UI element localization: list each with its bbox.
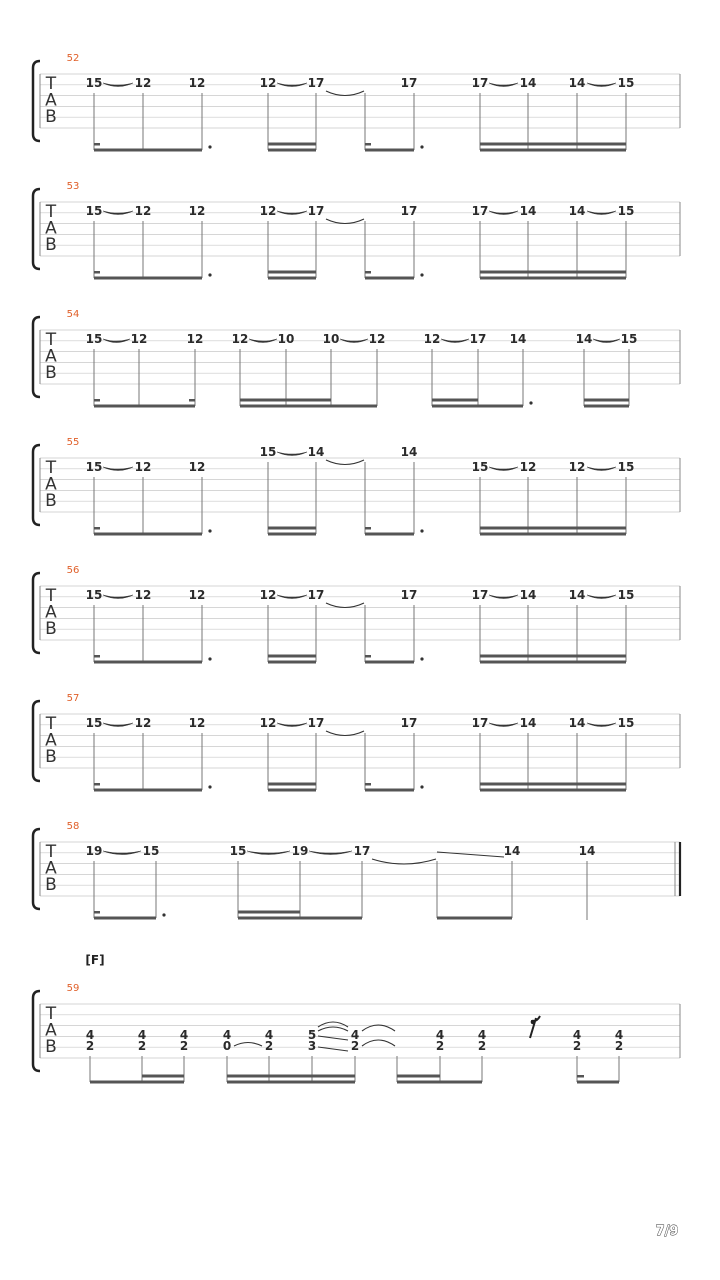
fret-number: 12 — [231, 332, 249, 346]
slur — [326, 731, 364, 736]
fret-number: 15 — [85, 76, 103, 90]
beam-hook — [94, 527, 100, 530]
fret-number: 15 — [229, 844, 247, 858]
measure-number: 58 — [66, 821, 80, 832]
dot — [208, 657, 211, 660]
fret-number: 12 — [134, 460, 152, 474]
tab-clef-letter: T — [45, 202, 57, 222]
fret-number: 14 — [509, 332, 527, 346]
tab-clef-letter: A — [45, 346, 57, 367]
fret-number: 14 — [519, 204, 537, 218]
fret-number: 14 — [568, 716, 586, 730]
tab-system — [33, 53, 680, 150]
fret-number: 12 — [186, 332, 204, 346]
tab-clef-letter: A — [45, 1020, 57, 1041]
fret-number: 12 — [188, 76, 206, 90]
tab-clef-letter: B — [45, 107, 57, 127]
fret-number: 12 — [368, 332, 386, 346]
tab-system — [33, 821, 680, 920]
fret-number: 12 — [134, 76, 152, 90]
system-bracket — [33, 701, 40, 781]
system-bracket — [33, 573, 40, 653]
fret-number: 2 — [264, 1039, 274, 1053]
fret-number: 12 — [259, 588, 277, 602]
fret-number: 14 — [400, 445, 418, 459]
measure-number: 52 — [66, 53, 80, 64]
slur — [326, 460, 364, 465]
measure-number: 56 — [66, 565, 80, 576]
fret-number: 15 — [617, 204, 635, 218]
slur — [234, 1043, 262, 1047]
beam-hook — [94, 655, 100, 658]
fret-number: 4 — [179, 1028, 189, 1042]
slur — [326, 603, 364, 608]
beam-hook — [365, 527, 371, 530]
dot — [420, 529, 423, 532]
fret-number: 17 — [400, 76, 418, 90]
fret-number: 15 — [471, 460, 489, 474]
slur — [318, 1027, 348, 1031]
eighth-rest — [530, 1016, 540, 1038]
fret-number: 17 — [307, 716, 325, 730]
fret-number: 15 — [617, 76, 635, 90]
fret-number: 2 — [435, 1039, 445, 1053]
tab-clef-letter: T — [45, 1004, 57, 1024]
fret-number: 17 — [400, 204, 418, 218]
fret-number: 17 — [307, 204, 325, 218]
tab-system — [33, 437, 680, 534]
fret-number: 14 — [503, 844, 521, 858]
slur — [318, 1022, 348, 1027]
fret-number: 2 — [137, 1039, 147, 1053]
fret-number: 12 — [188, 204, 206, 218]
measure-number: 55 — [66, 437, 80, 448]
slur — [362, 1040, 395, 1046]
fret-number: 2 — [477, 1039, 487, 1053]
fret-number: 17 — [469, 332, 487, 346]
dot — [420, 785, 423, 788]
tab-clef-letter: T — [45, 74, 57, 94]
tab-clef-letter: A — [45, 218, 57, 239]
beam-hook — [94, 271, 100, 274]
fret-number: 12 — [519, 460, 537, 474]
fret-number: 17 — [307, 588, 325, 602]
rest-dot — [531, 1020, 536, 1025]
dot — [208, 273, 211, 276]
fret-number: 2 — [572, 1039, 582, 1053]
fret-number: 15 — [142, 844, 160, 858]
fret-number: 14 — [568, 204, 586, 218]
fret-number: 17 — [400, 716, 418, 730]
system-bracket — [33, 829, 40, 909]
fret-number: 14 — [575, 332, 593, 346]
fret-number: 15 — [85, 460, 103, 474]
fret-number: 15 — [85, 332, 103, 346]
slur — [326, 91, 364, 96]
beam-hook — [189, 399, 195, 402]
fret-number: 12 — [134, 588, 152, 602]
fret-number: 0 — [222, 1039, 232, 1053]
fret-number: 17 — [307, 76, 325, 90]
dot — [420, 145, 423, 148]
tab-clef-letter: T — [45, 842, 57, 862]
fret-number: 10 — [277, 332, 295, 346]
fret-number: 12 — [188, 460, 206, 474]
fret-number: 4 — [350, 1028, 360, 1042]
fret-number: 14 — [519, 588, 537, 602]
fret-number: 17 — [471, 204, 489, 218]
tab-clef-letter: B — [45, 619, 57, 639]
slur — [326, 219, 364, 224]
fret-number: 12 — [188, 716, 206, 730]
tab-clef-letter: B — [45, 875, 57, 895]
fret-number: 15 — [617, 460, 635, 474]
fret-number: 12 — [259, 204, 277, 218]
tab-system — [33, 565, 680, 662]
system-bracket — [33, 991, 40, 1071]
fret-number: 15 — [259, 445, 277, 459]
fret-number: 3 — [307, 1039, 317, 1053]
fret-number: 17 — [400, 588, 418, 602]
fret-number: 12 — [134, 204, 152, 218]
tab-system — [33, 181, 680, 278]
dot — [162, 913, 165, 916]
fret-number: 19 — [85, 844, 103, 858]
fret-number: 12 — [130, 332, 148, 346]
fret-number: 15 — [617, 588, 635, 602]
fret-number: 15 — [85, 204, 103, 218]
fret-number: 12 — [259, 716, 277, 730]
fret-number: 17 — [353, 844, 371, 858]
dot — [208, 145, 211, 148]
fret-number: 2 — [350, 1039, 360, 1053]
tab-clef-letter: B — [45, 747, 57, 767]
tab-clef-letter: T — [45, 330, 57, 350]
fret-number: 17 — [471, 588, 489, 602]
beam-hook — [94, 399, 100, 402]
tab-clef-letter: T — [45, 586, 57, 606]
fret-number: 14 — [519, 716, 537, 730]
beam-hook — [365, 783, 371, 786]
dot — [420, 273, 423, 276]
beam-hook — [365, 143, 371, 146]
measure-number: 59 — [66, 983, 80, 994]
tab-clef-letter: A — [45, 474, 57, 495]
fret-number: 15 — [85, 588, 103, 602]
fret-number: 12 — [134, 716, 152, 730]
tab-clef-letter: B — [45, 235, 57, 255]
beam-hook — [365, 655, 371, 658]
fret-number: 12 — [259, 76, 277, 90]
fret-number: 2 — [614, 1039, 624, 1053]
page-number: 7/9 — [655, 1224, 679, 1239]
system-bracket — [33, 445, 40, 525]
fret-number: 19 — [291, 844, 309, 858]
tab-clef-letter: T — [45, 714, 57, 734]
fret-number: 4 — [85, 1028, 95, 1042]
beam-hook — [577, 1075, 584, 1078]
fret-number: 2 — [179, 1039, 189, 1053]
dot — [420, 657, 423, 660]
beam-hook — [365, 271, 371, 274]
tab-system — [33, 309, 680, 406]
tie — [277, 452, 307, 456]
system-bracket — [33, 61, 40, 141]
fret-number: 4 — [572, 1028, 582, 1042]
tab-clef-letter: A — [45, 730, 57, 751]
fret-number: 17 — [471, 716, 489, 730]
fret-number: 12 — [568, 460, 586, 474]
dot — [208, 529, 211, 532]
tab-clef-letter: B — [45, 363, 57, 383]
fret-number: 14 — [307, 445, 325, 459]
tab-system — [33, 953, 680, 1082]
fret-number: 14 — [568, 588, 586, 602]
tab-clef-letter: A — [45, 90, 57, 111]
fret-number: 4 — [264, 1028, 274, 1042]
tab-clef-letter: A — [45, 602, 57, 623]
measure-number: 54 — [66, 309, 80, 320]
fret-number: 15 — [620, 332, 638, 346]
dot — [529, 401, 532, 404]
fret-number: 14 — [568, 76, 586, 90]
measure-number: 57 — [66, 693, 80, 704]
system-bracket — [33, 189, 40, 269]
fret-number: 4 — [477, 1028, 487, 1042]
fret-number: 4 — [222, 1028, 232, 1042]
fret-number: 2 — [85, 1039, 95, 1053]
fret-number: 5 — [307, 1028, 317, 1042]
fret-number: 12 — [188, 588, 206, 602]
tab-clef-letter: T — [45, 458, 57, 478]
fret-number: 12 — [423, 332, 441, 346]
fret-number: 14 — [578, 844, 596, 858]
fret-number: 10 — [322, 332, 340, 346]
fret-number: 4 — [137, 1028, 147, 1042]
section-marker: [F] — [85, 953, 105, 967]
fret-number: 15 — [617, 716, 635, 730]
measure-number: 53 — [66, 181, 80, 192]
beam-hook — [94, 911, 100, 914]
fret-number: 14 — [519, 76, 537, 90]
tab-clef-letter: A — [45, 858, 57, 879]
beam-hook — [94, 143, 100, 146]
tab-system — [33, 693, 680, 790]
system-bracket — [33, 317, 40, 397]
fret-number: 4 — [435, 1028, 445, 1042]
beam-hook — [94, 783, 100, 786]
tab-clef-letter: B — [45, 491, 57, 511]
slide-line — [318, 1047, 348, 1051]
fret-number: 15 — [85, 716, 103, 730]
fret-number: 4 — [614, 1028, 624, 1042]
dot — [208, 785, 211, 788]
tab-clef-letter: B — [45, 1037, 57, 1057]
fret-number: 17 — [471, 76, 489, 90]
